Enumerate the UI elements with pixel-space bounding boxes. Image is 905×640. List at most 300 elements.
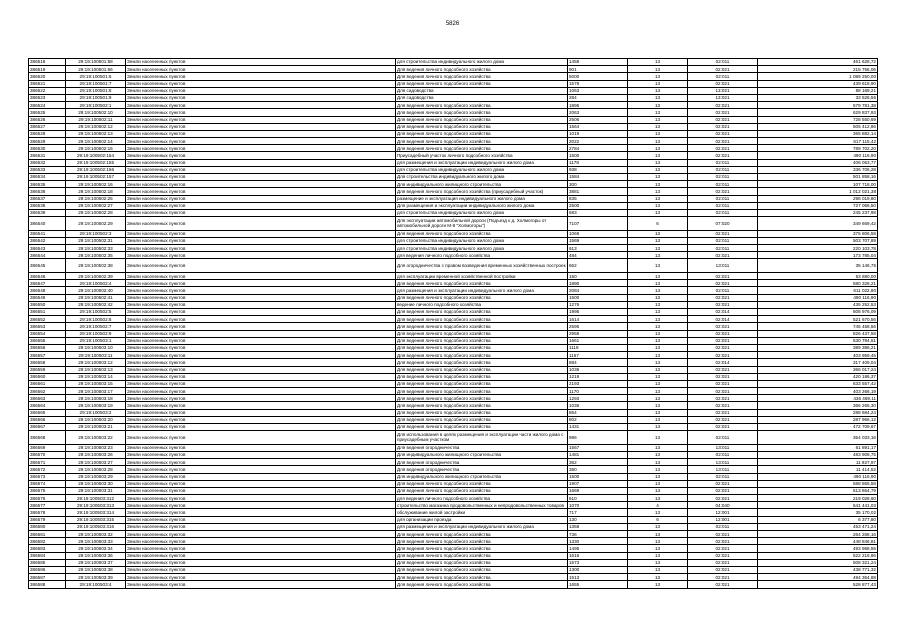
cell-cadastral-number: 29:19:100503:32 [66, 531, 126, 538]
cell-area: 1276 [568, 301, 628, 308]
cell-area: 1995 [568, 309, 628, 316]
cell-row-number: 386551 [29, 309, 66, 316]
cell-cadastral-number: 29:19:100502:13 [66, 130, 126, 137]
cell-area: 2022 [568, 138, 628, 145]
cell-cadastral-value: 521 670,56 [758, 316, 878, 323]
cell-area: 1661 [568, 337, 628, 344]
cell-land-use-code: 02:011 [688, 523, 758, 530]
cell-area: 1500 [568, 294, 628, 301]
cell-land-use-code: 13:011 [688, 259, 758, 273]
cell-area: 1330 [568, 538, 628, 545]
cell-land-category: Земли населенных пунктов [126, 495, 396, 502]
cell-row-number: 386580 [29, 523, 66, 530]
cell-group-code: 6 [628, 217, 688, 231]
cell-land-use-code: 02:021 [688, 495, 758, 502]
cell-area: 1063 [568, 87, 628, 94]
cell-area: 1219 [568, 373, 628, 380]
cell-land-category: Земли населенных пунктов [126, 230, 396, 237]
cell-land-use-code: 02:021 [688, 366, 758, 373]
cell-row-number: 386539 [29, 209, 66, 216]
cell-land-category: Земли населенных пунктов [126, 359, 396, 366]
table-row [29, 451, 878, 458]
cell-land-use-code: 02:011 [688, 166, 758, 173]
cell-cadastral-value: 528 877,43 [758, 581, 878, 588]
cell-permitted-use: Для ведения личного подсобного хозяйства [396, 552, 568, 559]
cell-land-use-code: 02:014 [688, 309, 758, 316]
cell-cadastral-number: 29:19:100502:42 [66, 301, 126, 308]
cell-row-number: 386543 [29, 245, 66, 252]
cell-land-category: Земли населенных пунктов [126, 116, 396, 123]
cell-permitted-use: Для ведения личного подсобного хозяйства [396, 230, 568, 237]
cell-group-code: 13 [628, 280, 688, 287]
cell-cadastral-number: 29:19:100503:312 [66, 495, 126, 502]
cell-permitted-use: Для ведения личного подсобного хозяйства [396, 545, 568, 552]
table-row [29, 509, 878, 516]
table-row [29, 337, 878, 344]
cell-permitted-use: Для ведения личного подсобного хозяйства [396, 294, 568, 301]
cell-area: 2193 [568, 380, 628, 387]
cell-cadastral-number: 29:19:100503:20 [66, 416, 126, 423]
cell-cadastral-number: 29:19:100502:31 [66, 237, 126, 244]
cell-land-category: Земли населенных пунктов [126, 259, 396, 273]
cell-group-code: 13 [628, 388, 688, 395]
cell-land-category: Земли населенных пунктов [126, 287, 396, 294]
cell-cadastral-number: 29:19:100503:31 [66, 487, 126, 494]
cell-land-category: Земли населенных пунктов [126, 252, 396, 259]
cell-permitted-use: Для ведения личного подсобного хозяйства [396, 344, 568, 351]
cell-group-code: 13 [628, 237, 688, 244]
cell-permitted-use: Для индивидуального жилищного строительства [396, 473, 568, 480]
cell-area: 1170 [568, 388, 628, 395]
page-number: 5826 [445, 21, 460, 27]
cell-group-code: 13 [628, 252, 688, 259]
table-row [29, 130, 878, 137]
cell-cadastral-number: 29:19:100501:9 [66, 94, 126, 101]
cell-group-code: 13 [628, 159, 688, 166]
cell-land-category: Земли населенных пунктов [126, 138, 396, 145]
cell-row-number: 386560 [29, 373, 66, 380]
cell-cadastral-number: 29:19:100502:18 [66, 188, 126, 195]
cell-cadastral-number: 29:19:100502:27 [66, 202, 126, 209]
cell-cadastral-value: 789 702,20 [758, 145, 878, 152]
table-row [29, 538, 878, 545]
cell-permitted-use: Для ведения личного подсобного хозяйства [396, 366, 568, 373]
cell-cadastral-value: 354 033,16 [758, 431, 878, 445]
cell-group-code: 13 [628, 552, 688, 559]
cell-cadastral-value: 436 469,11 [758, 395, 878, 402]
cell-permitted-use: Для ведения личного подсобного хозяйства [396, 359, 568, 366]
cell-land-use-code: 02:021 [688, 301, 758, 308]
cell-cadastral-number: 29:19:100503:15 [66, 380, 126, 387]
cell-cadastral-value: 220 103,78 [758, 245, 878, 252]
cell-land-use-code: 02:021 [688, 145, 758, 152]
cell-group-code: 13 [628, 531, 688, 538]
cell-cadastral-number: 29:19:100503:314 [66, 509, 126, 516]
cell-row-number: 386570 [29, 451, 66, 458]
cell-area: 2063 [568, 109, 628, 116]
cell-permitted-use: Для индивидуального жилищного строительства [396, 451, 568, 458]
cell-land-category: Земли населенных пунктов [126, 344, 396, 351]
cell-land-category: Земли населенных пунктов [126, 202, 396, 209]
table-row [29, 366, 878, 373]
cell-land-category: Земли населенных пунктов [126, 402, 396, 409]
cell-group-code: 13 [628, 545, 688, 552]
cell-land-category: Земли населенных пунктов [126, 531, 396, 538]
cell-area: 835 [568, 195, 628, 202]
cell-cadastral-number: 29:19:100501:6 [66, 73, 126, 80]
cell-area: 484 [568, 252, 628, 259]
cell-land-category: Земли населенных пунктов [126, 409, 396, 416]
cell-group-code: 13 [628, 424, 688, 431]
cell-cadastral-number: 29:19:100502:7 [66, 323, 126, 330]
cell-permitted-use: Для ведения личного подсобного хозяйства [396, 323, 568, 330]
table-row [29, 444, 878, 451]
table-row [29, 237, 878, 244]
cell-land-category: Земли населенных пунктов [126, 523, 396, 530]
cell-area: 1614 [568, 316, 628, 323]
cell-group-code: 13 [628, 459, 688, 466]
cell-group-code: 4 [628, 502, 688, 509]
cell-cadastral-number: 29:19:100503:29 [66, 473, 126, 480]
table-row [29, 259, 878, 273]
cell-area: 1019 [568, 130, 628, 137]
cell-area: 300 [568, 181, 628, 188]
table-row [29, 344, 878, 351]
cell-land-category: Земли населенных пунктов [126, 337, 396, 344]
cell-cadastral-value: 727 066,50 [758, 202, 878, 209]
cell-area: 2084 [568, 287, 628, 294]
cell-cadastral-value: 588 865,58 [758, 480, 878, 487]
cell-cadastral-number: 29:19:100502:25 [66, 195, 126, 202]
cell-land-category: Земли населенных пунктов [126, 80, 396, 87]
cell-permitted-use: Для ведения личного подсобного хозяйства [396, 309, 568, 316]
cell-area: 1500 [568, 473, 628, 480]
cell-group-code: 13 [628, 366, 688, 373]
cell-cadastral-number: 29:19:100503:33 [66, 538, 126, 545]
cell-row-number: 386522 [29, 87, 66, 94]
cell-area: 1907 [568, 480, 628, 487]
cell-cadastral-value: 406 053,77 [758, 159, 878, 166]
table-row [29, 145, 878, 152]
cell-area: 2506 [568, 116, 628, 123]
cell-permitted-use: для ведения личного подсобного хозяйства [396, 252, 568, 259]
cell-area: 1616 [568, 552, 628, 559]
cell-cadastral-number: 29:19:100503:14 [66, 373, 126, 380]
cell-permitted-use: Для ведения личного подсобного хозяйства [396, 373, 568, 380]
cell-cadastral-value: 617 115,42 [758, 138, 878, 145]
cell-cadastral-value: 403 266,19 [758, 388, 878, 395]
cell-cadastral-value: 438 771,32 [758, 566, 878, 573]
land-plots-table [28, 58, 878, 589]
table-row [29, 531, 878, 538]
cell-cadastral-number: 29:19:100502:41 [66, 294, 126, 301]
cell-row-number: 386555 [29, 337, 66, 344]
table-row [29, 459, 878, 466]
cell-permitted-use: Для садоводства [396, 94, 568, 101]
cell-land-category: Земли населенных пунктов [126, 188, 396, 195]
cell-land-use-code: 02:021 [688, 152, 758, 159]
cell-row-number: 386585 [29, 559, 66, 566]
cell-row-number: 386524 [29, 102, 66, 109]
cell-area: 1890 [568, 280, 628, 287]
cell-land-category: Земли населенных пунктов [126, 516, 396, 523]
cell-group-code: 13 [628, 451, 688, 458]
cell-permitted-use: для строительства индивидуального жилого дома [396, 166, 568, 173]
cell-row-number: 386542 [29, 237, 66, 244]
cell-row-number: 386562 [29, 388, 66, 395]
cell-group-code: 13 [628, 373, 688, 380]
cell-land-use-code: 02:021 [688, 130, 758, 137]
cell-area: 1584 [568, 174, 628, 181]
cell-cadastral-value: 173 785,04 [758, 252, 878, 259]
cell-group-code: 13 [628, 495, 688, 502]
cell-cadastral-number: 29:19:100502:28 [66, 209, 126, 216]
cell-group-code: 13 [628, 409, 688, 416]
cell-cadastral-number: 29:19:100503:17 [66, 388, 126, 395]
cell-row-number: 386534 [29, 174, 66, 181]
cell-land-use-code: 02:021 [688, 80, 758, 87]
cell-land-category: Земли населенных пунктов [126, 59, 396, 66]
cell-land-use-code: 02:021 [688, 109, 758, 116]
cell-group-code: 13 [628, 294, 688, 301]
cell-group-code: 13 [628, 202, 688, 209]
cell-row-number: 386547 [29, 280, 66, 287]
cell-cadastral-number: 29:19:100502:35 [66, 252, 126, 259]
cell-row-number: 386575 [29, 487, 66, 494]
cell-permitted-use: Для ведения личного подсобного хозяйства [396, 566, 568, 573]
cell-row-number: 386549 [29, 294, 66, 301]
table-row [29, 273, 878, 280]
table-body [29, 59, 878, 589]
cell-permitted-use: для эксплуатации временной хозяйственной постройки [396, 273, 568, 280]
cell-land-use-code: 02:021 [688, 424, 758, 431]
cell-permitted-use: для размещения и эксплуатации индивидуального жилого дома [396, 159, 568, 166]
cell-cadastral-value: 493 968,55 [758, 545, 878, 552]
cell-cadastral-value: 366 266,30 [758, 402, 878, 409]
cell-land-category: Земли населенных пунктов [126, 94, 396, 101]
cell-group-code: 13 [628, 466, 688, 473]
cell-row-number: 386523 [29, 94, 66, 101]
table-row [29, 487, 878, 494]
cell-cadastral-value: 317 409,04 [758, 359, 878, 366]
cell-row-number: 386572 [29, 466, 66, 473]
cell-row-number: 386521 [29, 80, 66, 87]
cell-land-category: Земли населенных пунктов [126, 416, 396, 423]
cell-cadastral-number: 29:19:100502:3 [66, 230, 126, 237]
cell-land-use-code: 04:040 [688, 502, 758, 509]
cell-group-code: 13 [628, 80, 688, 87]
cell-row-number: 386550 [29, 301, 66, 308]
cell-permitted-use: Для размещения и эксплуатации индивидуального жилого дома [396, 202, 568, 209]
cell-cadastral-value: 215 756,06 [758, 66, 878, 73]
cell-area: 864 [568, 409, 628, 416]
table-row [29, 516, 878, 523]
cell-cadastral-value: 508 321,24 [758, 559, 878, 566]
table-row [29, 466, 878, 473]
cell-cadastral-value: 494 364,88 [758, 574, 878, 581]
cell-land-category: Земли населенных пунктов [126, 130, 396, 137]
cell-cadastral-number: 29:19:100503:12 [66, 359, 126, 366]
cell-land-category: Земли населенных пунктов [126, 509, 396, 516]
table-row [29, 152, 878, 159]
cell-land-use-code: 02:021 [688, 559, 758, 566]
cell-land-category: Земли населенных пунктов [126, 159, 396, 166]
cell-land-use-code: 02:011 [688, 174, 758, 181]
cell-permitted-use: Для ведения личного подсобного хозяйства [396, 531, 568, 538]
cell-cadastral-value: 287 966,12 [758, 416, 878, 423]
cell-cadastral-number: 29:19:100503:315 [66, 516, 126, 523]
cell-cadastral-number: 29:19:100502:40 [66, 287, 126, 294]
table-row [29, 330, 878, 337]
cell-land-category: Земли населенных пунктов [126, 323, 396, 330]
cell-land-category: Земли населенных пунктов [126, 209, 396, 216]
table-row [29, 545, 878, 552]
cell-land-category: Земли населенных пунктов [126, 466, 396, 473]
cell-group-code: 13 [628, 330, 688, 337]
cell-land-category: Земли населенных пунктов [126, 174, 396, 181]
cell-cadastral-value: 288 684,24 [758, 409, 878, 416]
cell-land-category: Земли населенных пунктов [126, 366, 396, 373]
cell-cadastral-value: 33 526,56 [758, 94, 878, 101]
cell-land-category: Земли населенных пунктов [126, 195, 396, 202]
cell-cadastral-number: 29:19:100503:4 [66, 581, 126, 588]
cell-area: 1669 [568, 487, 628, 494]
cell-permitted-use: Для ведения огородничества [396, 444, 568, 451]
cell-group-code: 6 [628, 516, 688, 523]
table-row [29, 395, 878, 402]
cell-land-use-code: 02:011 [688, 237, 758, 244]
cell-cadastral-number: 29:19:100503:21 [66, 424, 126, 431]
cell-land-category: Земли населенных пунктов [126, 388, 396, 395]
table-row [29, 523, 878, 530]
cell-land-use-code: 02:011 [688, 287, 758, 294]
cell-group-code: 13 [628, 559, 688, 566]
cell-land-use-code: 02:011 [688, 245, 758, 252]
cell-area: 1513 [568, 574, 628, 581]
cell-permitted-use: Для использования в целях размещения и эксплуатации части жилого дома с приусадебным участком [396, 431, 568, 445]
cell-land-use-code: 02:021 [688, 566, 758, 573]
cell-group-code: 13 [628, 116, 688, 123]
cell-area: 901 [568, 66, 628, 73]
cell-group-code: 13 [628, 259, 688, 273]
cell-cadastral-value: 435 252,53 [758, 301, 878, 308]
cell-cadastral-value: 245 237,98 [758, 209, 878, 216]
table-row [29, 202, 878, 209]
cell-row-number: 386566 [29, 416, 66, 423]
cell-row-number: 386586 [29, 566, 66, 573]
cell-cadastral-value: 461 628,72 [758, 59, 878, 66]
cell-land-category: Земли населенных пунктов [126, 473, 396, 480]
table-row [29, 352, 878, 359]
table-row [29, 287, 878, 294]
cell-row-number: 386558 [29, 359, 66, 366]
cell-land-use-code: 13:011 [688, 466, 758, 473]
cell-area: 1495 [568, 545, 628, 552]
cell-row-number: 386536 [29, 188, 66, 195]
cell-cadastral-value: 6 377,80 [758, 516, 878, 523]
cell-group-code: 13 [628, 309, 688, 316]
cell-land-category: Земли населенных пунктов [126, 152, 396, 159]
cell-cadastral-number: 29:19:100503:28 [66, 466, 126, 473]
cell-group-code: 13 [628, 73, 688, 80]
cell-group-code: 13 [628, 416, 688, 423]
cell-row-number: 386576 [29, 495, 66, 502]
cell-group-code: 13 [628, 109, 688, 116]
cell-group-code: 13 [628, 195, 688, 202]
cell-area: 986 [568, 431, 628, 445]
cell-land-category: Земли населенных пунктов [126, 451, 396, 458]
cell-cadastral-number: 29:19:100503:316 [66, 523, 126, 530]
cell-group-code: 13 [628, 323, 688, 330]
cell-row-number: 386529 [29, 138, 66, 145]
cell-group-code: 13 [628, 380, 688, 387]
cell-cadastral-value: 608 976,09 [758, 309, 878, 316]
cell-cadastral-number: 29:19:100502:1 [66, 102, 126, 109]
table-row [29, 195, 878, 202]
cell-permitted-use: Для индивидуального жилищного строительства [396, 181, 568, 188]
cell-cadastral-value: 522 216,86 [758, 552, 878, 559]
cell-cadastral-value: 366 017,24 [758, 366, 878, 373]
cell-cadastral-number: 29:19:100503:10 [66, 344, 126, 351]
cell-land-use-code: 02:011 [688, 431, 758, 445]
cell-land-use-code: 02:021 [688, 416, 758, 423]
cell-area: 736 [568, 531, 628, 538]
cell-area: 1036 [568, 402, 628, 409]
cell-permitted-use: Для садоводства [396, 87, 568, 94]
cell-group-code: 13 [628, 316, 688, 323]
cell-permitted-use: Для ведения личного подсобного хозяйства [396, 280, 568, 287]
cell-group-code: 13 [628, 130, 688, 137]
cell-group-code: 13 [628, 431, 688, 445]
cell-group-code: 13 [628, 152, 688, 159]
cell-group-code: 13 [628, 166, 688, 173]
cell-permitted-use: ведение личного подсобного хозяйства [396, 301, 568, 308]
cell-land-use-code: 13:011 [688, 444, 758, 451]
table-row [29, 581, 878, 588]
cell-group-code: 13 [628, 174, 688, 181]
cell-area: 717 [568, 509, 628, 516]
cell-land-category: Земли населенных пунктов [126, 352, 396, 359]
cell-permitted-use: Для ведения личного подсобного хозяйства [396, 109, 568, 116]
cell-land-use-code: 02:011 [688, 73, 758, 80]
cell-area: 2595 [568, 323, 628, 330]
cell-permitted-use: Для ведения личного подсобного хозяйства [396, 330, 568, 337]
cell-land-category: Земли населенных пунктов [126, 181, 396, 188]
cell-area: 5000 [568, 73, 628, 80]
cell-land-use-code: 02:021 [688, 373, 758, 380]
cell-row-number: 386538 [29, 202, 66, 209]
cell-permitted-use: Для ведения личного подсобного хозяйства [396, 402, 568, 409]
cell-group-code: 13 [628, 102, 688, 109]
table-row [29, 66, 878, 73]
cell-land-use-code: 02:021 [688, 581, 758, 588]
cell-land-category: Земли населенных пунктов [126, 380, 396, 387]
table-row [29, 388, 878, 395]
cell-land-category: Земли населенных пунктов [126, 73, 396, 80]
cell-row-number: 386559 [29, 366, 66, 373]
cell-permitted-use: Для ведения личного подсобного хозяйства [396, 395, 568, 402]
table-row [29, 87, 878, 94]
cell-permitted-use: обслуживание жилой застройки [396, 509, 568, 516]
cell-cadastral-value: 420 186,37 [758, 373, 878, 380]
cell-group-code: 13 [628, 509, 688, 516]
cell-cadastral-number: 29:19:100503:22 [66, 431, 126, 445]
cell-area: 1068 [568, 230, 628, 237]
cell-land-use-code: 02:021 [688, 330, 758, 337]
cell-land-category: Земли населенных пунктов [126, 502, 396, 509]
cell-area: 1569 [568, 237, 628, 244]
cell-land-category: Земли населенных пунктов [126, 87, 396, 94]
